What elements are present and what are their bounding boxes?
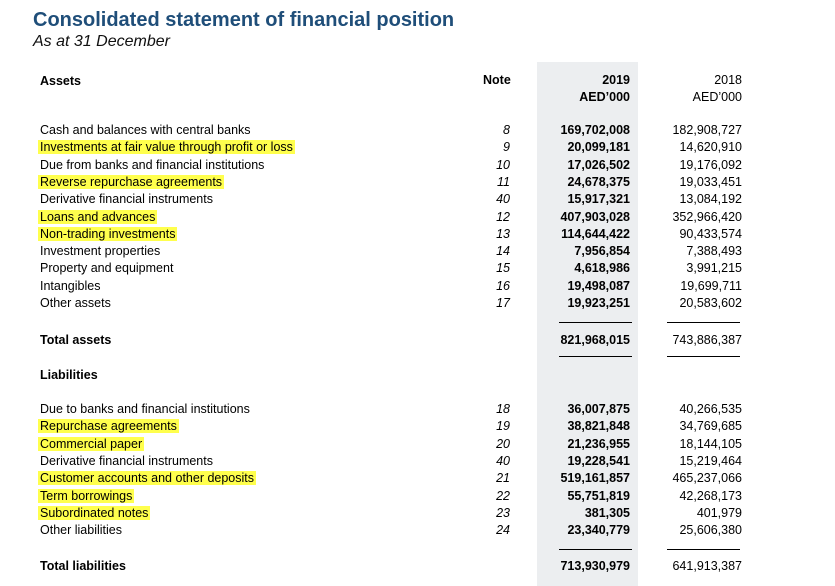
total-liabilities-2018: 641,913,387 [672, 559, 742, 573]
row-note: 21 [496, 471, 510, 486]
note-column-header: Note [483, 73, 511, 87]
row-value-2018: 15,219,464 [679, 453, 742, 468]
table-row [0, 175, 835, 192]
total-assets-label: Total assets [40, 333, 112, 347]
assets-double-rule-2018 [667, 356, 740, 357]
table-row [0, 227, 835, 244]
row-value-2018: 42,268,173 [679, 488, 742, 503]
table-row [0, 210, 835, 227]
row-label: Due from banks and financial institutions [40, 157, 265, 172]
row-value-2018: 3,991,215 [686, 261, 742, 276]
row-note: 20 [496, 436, 510, 451]
table-row [0, 140, 835, 157]
row-note: 9 [503, 140, 510, 155]
page-title: Consolidated statement of financial position [33, 9, 455, 31]
table-row [0, 523, 835, 540]
row-label: Due to banks and financial institutions [40, 402, 250, 416]
table-row [0, 261, 835, 278]
row-value-2019: 169,702,008 [560, 123, 630, 137]
row-note: 8 [503, 123, 510, 137]
row-note: 13 [496, 226, 510, 241]
table-row [0, 506, 835, 523]
row-label: Loans and advances [40, 209, 156, 224]
row-note: 18 [496, 402, 510, 416]
row-value-2019: 407,903,028 [560, 209, 630, 224]
table-row [0, 296, 835, 313]
row-label: Non-trading investments [40, 226, 176, 241]
row-value-2018: 7,388,493 [686, 244, 742, 259]
row-note: 12 [496, 209, 510, 224]
total-assets-2018: 743,886,387 [672, 333, 742, 347]
row-value-2018: 18,144,105 [679, 436, 742, 451]
row-label: Commercial paper [40, 436, 143, 451]
row-value-2019: 36,007,875 [567, 402, 630, 416]
row-value-2019: 55,751,819 [567, 488, 630, 503]
row-value-2018: 19,033,451 [679, 174, 742, 189]
row-value-2018: 182,908,727 [672, 123, 742, 137]
row-label: Intangibles [40, 278, 101, 293]
table-row [0, 158, 835, 175]
row-label: Investment properties [40, 244, 161, 259]
liabilities-heading: Liabilities [40, 368, 98, 382]
row-label: Reverse repurchase agreements [40, 174, 223, 189]
assets-total-rule-2018 [667, 322, 740, 323]
row-value-2018: 19,176,092 [679, 157, 742, 172]
total-assets-2019: 821,968,015 [560, 333, 630, 347]
row-value-2018: 25,606,380 [679, 523, 742, 538]
table-row [0, 402, 835, 419]
row-value-2019: 38,821,848 [567, 419, 630, 434]
assets-double-rule-2019 [559, 356, 632, 357]
row-value-2019: 19,498,087 [567, 278, 630, 293]
row-value-2018: 14,620,910 [679, 140, 742, 155]
row-value-2018: 34,769,685 [679, 419, 742, 434]
row-note: 40 [496, 192, 510, 207]
table-row [0, 489, 835, 506]
assets-heading: Assets [40, 74, 81, 88]
year-2019-header: 2019 [602, 73, 630, 87]
row-value-2019: 23,340,779 [567, 523, 630, 538]
liabilities-total-rule-2018 [667, 549, 740, 550]
row-value-2019: 7,956,854 [574, 244, 630, 259]
liabilities-total-rule-2019 [559, 549, 632, 550]
assets-total-rule-2019 [559, 322, 632, 323]
row-note: 15 [496, 261, 510, 276]
row-note: 14 [496, 244, 510, 259]
row-note: 23 [496, 505, 510, 520]
row-value-2019: 19,228,541 [567, 453, 630, 468]
row-value-2018: 20,583,602 [679, 296, 742, 310]
row-value-2018: 19,699,711 [680, 278, 742, 293]
row-value-2018: 13,084,192 [679, 192, 742, 207]
row-value-2019: 20,099,181 [567, 140, 630, 155]
row-note: 19 [496, 419, 510, 434]
row-value-2019: 17,026,502 [567, 157, 630, 172]
row-value-2018: 352,966,420 [672, 209, 742, 224]
total-liabilities-row [0, 559, 835, 576]
row-note: 11 [497, 174, 510, 189]
total-liabilities-2019: 713,930,979 [560, 559, 630, 573]
table-row [0, 279, 835, 296]
row-label: Term borrowings [40, 488, 133, 503]
total-assets-row [0, 333, 835, 350]
year-2018-header: 2018 [714, 73, 742, 87]
row-label: Customer accounts and other deposits [40, 471, 255, 486]
row-label: Repurchase agreements [40, 419, 177, 434]
row-note: 24 [496, 523, 510, 538]
row-note: 16 [496, 278, 510, 293]
row-value-2019: 519,161,857 [560, 471, 630, 486]
row-value-2019: 381,305 [584, 505, 630, 520]
row-label: Cash and balances with central banks [40, 123, 251, 137]
table-row [0, 437, 835, 454]
row-note: 17 [496, 296, 510, 310]
row-value-2018: 40,266,535 [679, 402, 742, 416]
row-value-2019: 15,917,321 [567, 192, 630, 207]
row-value-2019: 4,618,986 [574, 261, 630, 276]
row-label: Investments at fair value through profit or loss [40, 140, 293, 155]
row-value-2019: 114,644,422 [561, 226, 630, 241]
table-row [0, 244, 835, 261]
table-row [0, 192, 835, 209]
row-label: Property and equipment [40, 261, 174, 276]
row-value-2018: 401,979 [696, 505, 742, 520]
row-label: Other liabilities [40, 523, 122, 538]
table-row [0, 471, 835, 488]
row-value-2019: 24,678,375 [567, 174, 630, 189]
total-liabilities-label: Total liabilities [40, 559, 126, 573]
row-label: Derivative financial instruments [40, 453, 213, 468]
row-value-2018: 90,433,574 [679, 226, 742, 241]
row-value-2019: 21,236,955 [567, 436, 630, 451]
row-note: 22 [496, 488, 510, 503]
table-row [0, 454, 835, 471]
table-row [0, 123, 835, 140]
year-2019-unit: AED’000 [579, 90, 630, 104]
page-subtitle: As at 31 December [33, 33, 170, 50]
table-row [0, 419, 835, 436]
row-label: Subordinated notes [40, 505, 149, 520]
row-value-2019: 19,923,251 [567, 296, 630, 310]
row-value-2018: 465,237,066 [672, 471, 742, 486]
row-label: Other assets [40, 296, 111, 310]
row-note: 40 [496, 453, 510, 468]
row-label: Derivative financial instruments [40, 192, 213, 207]
year-2018-unit: AED’000 [692, 90, 742, 104]
row-note: 10 [496, 157, 510, 172]
